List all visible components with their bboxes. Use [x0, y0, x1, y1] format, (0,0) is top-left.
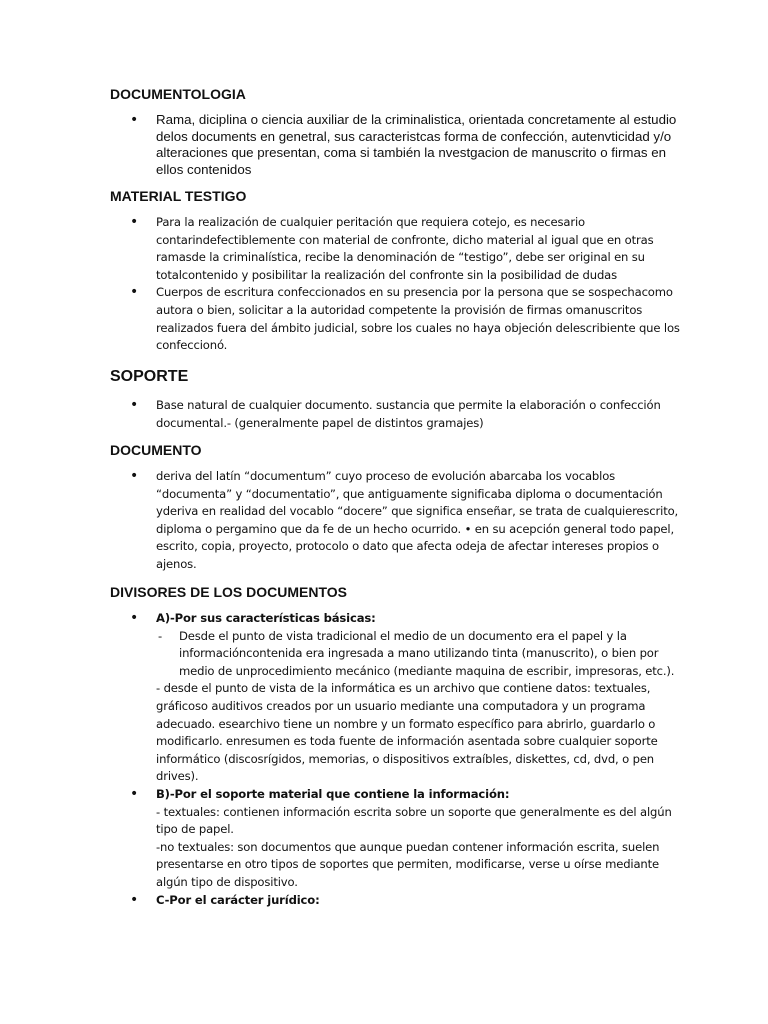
section-soporte — [110, 367, 688, 432]
section-documentologia — [110, 86, 688, 178]
heading-soporte: SOPORTE — [110, 368, 189, 385]
list-item: • Base natural de cualquier documento. sustancia que permite la elaboración o confección documental.- (generalmente papel de distintos gramajes) — [110, 397, 688, 432]
heading-material-testigo: MATERIAL TESTIGO — [110, 188, 247, 204]
bullet-list — [110, 610, 688, 909]
list-item: • Rama, diciplina o ciencia auxiliar de la criminalistica, orientada concretamente al estudio delos documents en genetral, sus caracteristcas forma de confección, autenvticidad y/o alteraciones que presentan, coma si también la nvestgacion de manuscrito o firmas en ellos contenidos — [110, 112, 688, 178]
list-item-c — [110, 892, 688, 910]
section-material-testigo — [110, 188, 688, 355]
heading-documentologia: DOCUMENTOLOGIA — [110, 86, 246, 102]
list-item-b — [110, 786, 688, 892]
heading-divisores: DIVISORES DE LOS DOCUMENTOS — [110, 584, 347, 600]
paragraph: - textuales: contienen información escrita sobre un soporte que generalmente es del algún tipo de papel. — [156, 804, 672, 837]
subheading-c: • C-Por el carácter jurídico: — [156, 892, 320, 907]
subheading-a: • A)-Por sus características básicas: — [156, 611, 376, 625]
section-divisores — [110, 584, 688, 909]
bullet-list — [110, 468, 688, 574]
paragraph: - desde el punto de vista de la informática es un archivo que contiene datos: textuales, gráficoso auditivos creados por un usuario mediante una computadora y un programa adecuado. esearchivo tiene un nombre y un formato específico para abrirlo, guardarlo o modificarlo. enresumen es toda fuente de información asentada sobre cualquier soporte informático (discosrígidos, memorias, o dispositivos extraíbles, diskettes, cd, dvd, o pen drives). — [156, 681, 658, 784]
list-item: • Para la realización de cualquier peritación que requiera cotejo, es necesario contarindefectiblemente con material de confronte, dicho material al igual que en otras ramasde la criminalística, recibe la denominación de “testigo”, debe ser original en su totalcontenido y posibilitar la realización del confronte sin la posibilidad de dudas — [110, 214, 688, 284]
section-documento — [110, 442, 688, 574]
list-item-a — [110, 610, 688, 786]
list-item: • deriva del latín “documentum” cuyo proceso de evolución abarcaba los vocablos “documenta” y “documentatio”, que antiguamente significaba diploma o documentación yderiva en realidad del vocablo “docere” que significa enseñar, se trata de cualquierescrito, diploma o pergamino que da fe de un hecho ocurrido. • en su acepción general todo papel, escrito, copia, proyecto, protocolo o dato que afecta odeja de afectar intereses propios o ajenos. — [110, 468, 688, 574]
heading-documento: DOCUMENTO — [110, 442, 202, 458]
subheading-b: • B)-Por el soporte material que contiene la información: — [156, 786, 510, 801]
sub-item: - Desde el punto de vista tradicional el medio de un documento era el papel y la informacióncontenida era ingresada a mano utilizando tinta (manuscrito), o bien por medio de unprocedimiento mecánico (mediante maquina de escribir, impresoras, etc.). — [156, 628, 688, 681]
bullet-list — [110, 397, 688, 432]
bullet-list — [110, 112, 688, 178]
bullet-list — [110, 214, 688, 355]
paragraph: -no textuales: son documentos que aunque puedan contener información escrita, suelen presentarse en otro tipos de soportes que permiten, modificarse, verse u oírse mediante algún tipo de dispositivo. — [156, 839, 660, 889]
list-item: • Cuerpos de escritura confeccionados en su presencia por la persona que se sospechacomo autora o bien, solicitar a la autoridad competente la provisión de firmas omanuscritos realizados fuera del ámbito judicial, sobre los cuales no haya objeción delescribiente que los confeccionó. — [110, 284, 688, 354]
